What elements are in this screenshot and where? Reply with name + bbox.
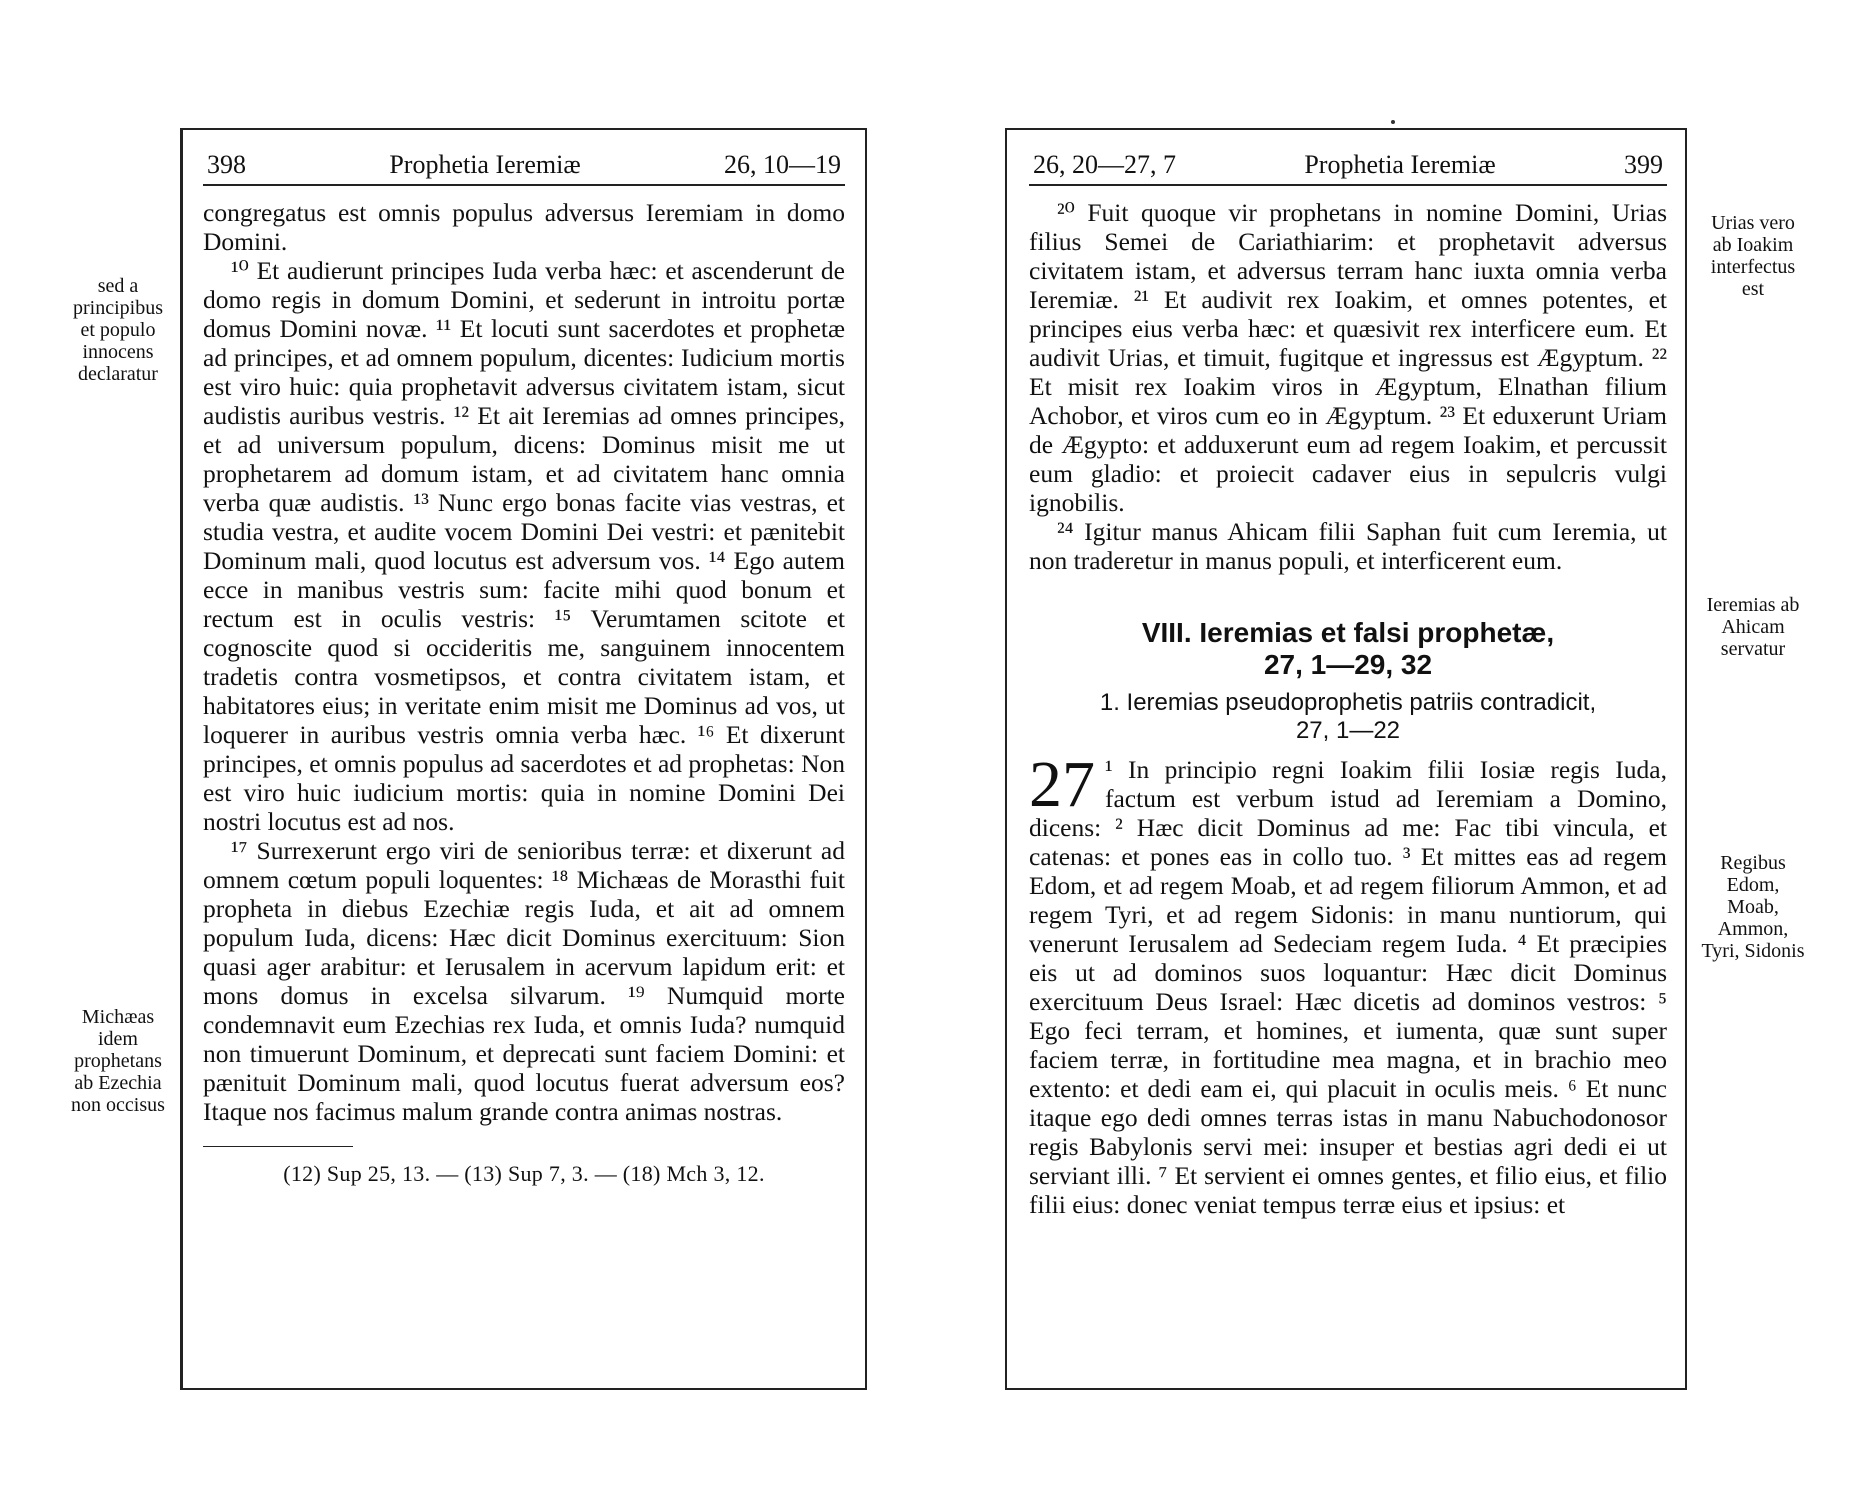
footnotes: (12) Sup 25, 13. — (13) Sup 7, 3. — (18) Mch 3, 12.	[283, 1161, 765, 1186]
subsection-title-line: 1. Ieremias pseudoprophetis patriis contradicit,	[1099, 689, 1597, 716]
right-page-header	[1029, 148, 1667, 186]
paragraph: ¹ In principio regni Ioakim filii Iosiæ regis Iuda, factum est verbum istud ad Ieremiam a Domino, dicens: ² Hæc dicit Dominus ad me: Fac tibi vincula, et catenas: et pones eas in collo tuo. ³ Et mittes eas ad regem Edom, et ad regem Moab, et ad regem filiorum Ammon, et ad regem Tyri, et ad regem Sidonis: in manu nuntiorum, qui venerunt Ierusalem ad Sedeciam regem Iuda. ⁴ Et præcipies eis ut ad dominos suos loquantur: Hæc dicit Dominus exercituum Deus Israel: Hæc dicetis ad dominos vestros: ⁵ Ego feci terram, et homines, et iumenta, quæ sunt super faciem terræ, in fortitudine mea magna, et in brachio meo extento: et dedi eam ei, qui placuit in oculis meis. ⁶ Et nunc itaque ego dedi omnes terras istas in manu Nabuchodonosor regis Babylonis servi mei: insuper et bestias agri dedi ei ut serviant illi. ⁷ Et servient ei omnes gentes, et filio eius, et filio filii eius: donec veniat tempus terræ eius et ipsius: et	[1029, 755, 1667, 1219]
right-page-content	[1029, 148, 1667, 1388]
left-page-title: Prophetia Ieremiæ	[389, 150, 581, 179]
subsection-title	[1029, 689, 1667, 745]
margin-note: Regibus Edom, Moab, Ammon, Tyri, Sidonis	[1701, 852, 1805, 962]
stray-dot	[1391, 120, 1395, 124]
right-page-ref: 26, 20—27, 7	[1033, 150, 1176, 179]
paragraph: ²⁴ Igitur manus Ahicam filii Saphan fuit cum Ieremia, ut non traderetur in manus populi, et interficerent eum.	[1029, 517, 1667, 575]
margin-note: sed a principibus et populo innocens declaratur	[73, 275, 163, 385]
paragraph: ²⁰ Fuit quoque vir prophetans in nomine Domini, Urias filius Semei de Cariathiarim: et prophetavit adversus civitatem istam, et adversus terram hanc iuxta omnia verba Ieremiæ. ²¹ Et audivit rex Ioakim, et omnes potentes, et principes eius verba hæc: et quæsivit rex interficere eum. Et audivit Urias, et timuit, fugitque et ingressus est Ægyptum. ²² Et misit rex Ioakim viros in Ægyptum, Elnathan filium Achobor, et viros cum eo in Ægyptum. ²³ Et eduxerunt Uriam de Ægypto: et adduxerunt eum ad regem Ioakim, et percussit eum gladio: et proiecit cadaver eius in sepulcris vulgi ignobilis.	[1029, 198, 1667, 517]
right-page-number: 399	[1624, 150, 1663, 179]
left-page-number: 398	[207, 150, 246, 179]
right-page	[1005, 128, 1687, 1390]
left-page-content	[203, 148, 845, 1388]
right-page-title: Prophetia Ieremiæ	[1304, 150, 1496, 179]
chapter-number: 27	[1029, 748, 1095, 821]
left-page-body	[203, 198, 845, 1126]
left-page-ref: 26, 10—19	[724, 150, 841, 179]
subsection-title-line: 27, 1—22	[1295, 717, 1401, 744]
margin-note: Ieremias ab Ahicam servatur	[1706, 594, 1800, 660]
margin-note: Urias vero ab Ioakim interfectus est	[1710, 212, 1796, 300]
section-title-line: 27, 1—29, 32	[1263, 649, 1433, 680]
paragraph: congregatus est omnis populus adversus Ieremiam in domo Domini.	[203, 198, 845, 256]
margin-note: Michæas idem prophetans ab Ezechia non occisus	[71, 1006, 165, 1116]
footnote-divider	[203, 1146, 353, 1147]
left-page-header	[203, 148, 845, 186]
paragraph: ¹⁰ Et audierunt principes Iuda verba hæc: et ascenderunt de domo regis in domum Domini, et sederunt in introitu portæ domus Domini novæ. ¹¹ Et locuti sunt sacerdotes et prophetæ ad principes, et ad omnem populum, dicentes: Iudicium mortis est viro huic: quia prophetavit adversus civitatem istam, sicut audistis auribus vestris. ¹² Et ait Ieremias ad omnes principes, et ad universum populum, dicens: Dominus misit me ut prophetarem ad domum istam, et ad civitatem hanc omnia verba quæ audistis. ¹³ Nunc ergo bonas facite vias vestras, et studia vestra, et audite vocem Domini Dei vestri: et pænitebit Dominum mali, quod locutus est adversum vos. ¹⁴ Ego autem ecce in manibus vestris sum: facite mihi quod bonum et rectum est in oculis vestris: ¹⁵ Verumtamen scitote et cognoscite quod si occideritis me, sanguinem innocentem tradetis contra vosmetipsos, et contra civitatem istam, et habitatores eius; in veritate enim misit me Dominus ad vos, ut loquerer in auribus vestris omnia verba hæc. ¹⁶ Et dixerunt principes, et omnis populus ad sacerdotes et ad prophetas: Non est viro huic iudicium mortis: quia in nomine Domini Dei nostri locutus est ad nos.	[203, 256, 845, 836]
section-title	[1029, 617, 1667, 681]
section-title-line: VIII. Ieremias et falsi prophetæ,	[1141, 617, 1555, 648]
left-page	[180, 128, 867, 1390]
chapter-body	[1029, 748, 1667, 1219]
right-page-body	[1029, 198, 1667, 575]
paragraph: ¹⁷ Surrexerunt ergo viri de senioribus terræ: et dixerunt ad omnem cœtum populi loquentes: ¹⁸ Michæas de Morasthi fuit propheta in diebus Ezechiæ regis Iuda, et ait ad omnem populum Iuda, dicens: Hæc dicit Dominus exercituum: Sion quasi ager arabitur: et Ierusalem in acervum lapidum erit: et mons domus in excelsa silvarum. ¹⁹ Numquid morte condemnavit eum Ezechias rex Iuda, et omnis Iuda? numquid non timuerunt Dominum, et deprecati sunt faciem Domini: et pænituit Dominum mali, quod locutus fuerat adversum eos? Itaque nos facimus malum grande contra animas nostras.	[203, 836, 845, 1126]
